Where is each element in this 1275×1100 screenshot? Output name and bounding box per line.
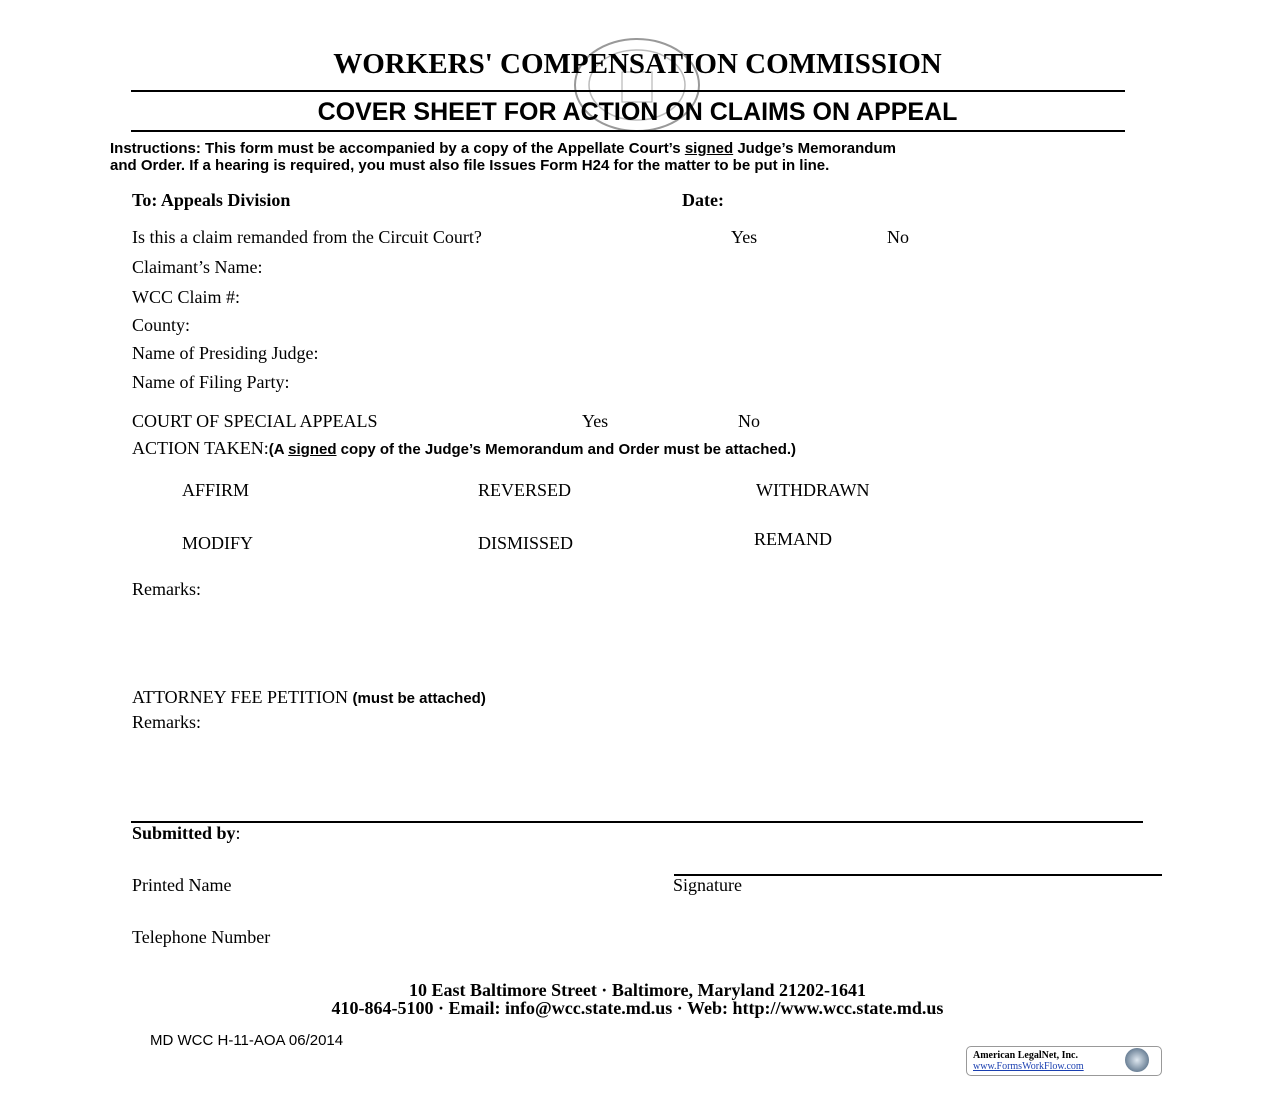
globe-icon [1125, 1048, 1149, 1072]
csa-no-option[interactable]: No [738, 411, 760, 431]
csa-label: COURT OF SPECIAL APPEALS [132, 411, 378, 431]
printed-name-label: Printed Name [132, 875, 232, 895]
date-label: Date: [682, 190, 724, 210]
action-remand[interactable]: REMAND [754, 529, 833, 549]
form-title: WORKERS' COMPENSATION COMMISSION [333, 48, 942, 80]
submitted-by-label: Submitted by: [132, 823, 241, 843]
action-modify[interactable]: MODIFY [182, 533, 254, 553]
action-reversed[interactable]: REVERSED [478, 480, 572, 500]
remand-no-option[interactable]: No [887, 227, 909, 247]
csa-yes-option[interactable]: Yes [582, 411, 609, 431]
footer-address: 10 East Baltimore Street · Baltimore, Maryland 21202-1641 [409, 980, 866, 1000]
badge-link[interactable]: www.FormsWorkFlow.com [973, 1061, 1084, 1072]
presiding-judge-label: Name of Presiding Judge: [132, 343, 319, 363]
claim-number-label: WCC Claim #: [132, 287, 240, 307]
fee-remarks-label: Remarks: [132, 712, 201, 732]
badge-name: American LegalNet, Inc. [973, 1050, 1078, 1061]
county-label: County: [132, 315, 191, 335]
remand-question: Is this a claim remanded from the Circuit Court? [132, 227, 482, 247]
form-subtitle: COVER SHEET FOR ACTION ON CLAIMS ON APPEAL [317, 98, 958, 126]
instructions-line2: and Order. If a hearing is required, you must also file Issues Form H24 for the matter to be put in line. [110, 157, 830, 174]
remand-yes-option[interactable]: Yes [731, 227, 758, 247]
claimant-name-label: Claimant’s Name: [132, 257, 263, 277]
action-affirm[interactable]: AFFIRM [182, 480, 250, 500]
action-dismissed[interactable]: DISMISSED [478, 533, 574, 553]
fee-petition-label: ATTORNEY FEE PETITION (must be attached) [132, 687, 486, 707]
filing-party-label: Name of Filing Party: [132, 372, 290, 392]
telephone-label: Telephone Number [132, 927, 271, 947]
form-id: MD WCC H-11-AOA 06/2014 [150, 1032, 344, 1049]
action-taken-row: ACTION TAKEN:(A signed copy of the Judge’s Memorandum and Order must be attached.) [132, 438, 797, 458]
signature-label: Signature [673, 875, 742, 895]
footer-contact: 410-864-5100 · Email: info@wcc.state.md.us · Web: http://www.wcc.state.md.us [331, 998, 944, 1018]
action-withdrawn[interactable]: WITHDRAWN [756, 480, 870, 500]
legalnet-badge[interactable] [966, 1046, 1162, 1076]
instructions-line1: Instructions: This form must be accompanied by a copy of the Appellate Court’s signed Judge’s Memorandum [110, 140, 896, 157]
to-label: To: Appeals Division [132, 190, 291, 210]
remarks-label: Remarks: [132, 579, 201, 599]
